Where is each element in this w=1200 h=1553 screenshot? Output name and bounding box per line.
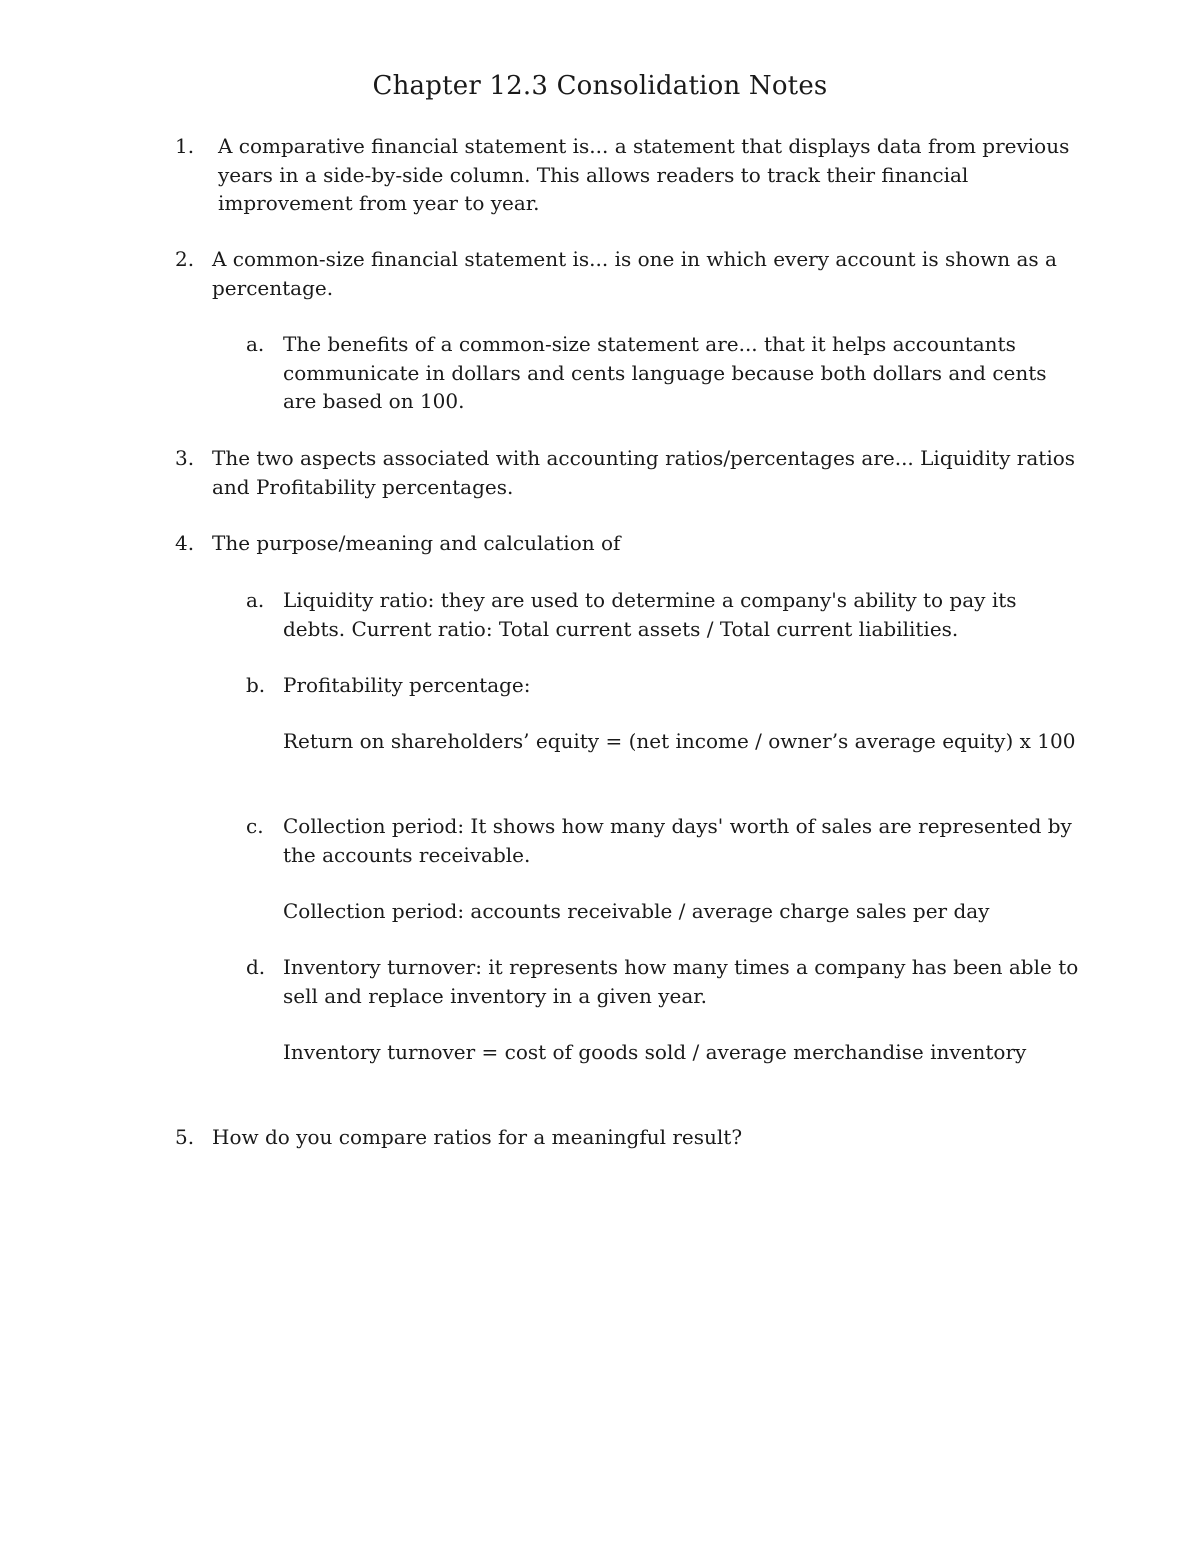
list-text: The two aspects associated with accounting ratios/percentages are... Liquidity ratios and Profitability percentages. bbox=[212, 446, 1076, 499]
list-text: The purpose/meaning and calculation of bbox=[212, 531, 621, 555]
page-title: Chapter 12.3 Consolidation Notes bbox=[372, 71, 828, 101]
sub-list-text: The benefits of a common-size statement are... that it helps accountants communicate in dollars and cents language because both dollars and cents are based on 100. bbox=[283, 332, 1047, 413]
sub-list-text: Liquidity ratio: they are used to determine a company's ability to pay its debts. Current ratio: Total current assets / Total current liabilities. bbox=[283, 588, 1017, 641]
sub-list-letter: a. bbox=[246, 332, 265, 356]
list-text: How do you compare ratios for a meaningful result? bbox=[212, 1125, 743, 1149]
sub-list-letter: c. bbox=[246, 814, 264, 838]
formula-text: Return on shareholders’ equity = (net income / owner’s average equity) x 100 bbox=[283, 729, 1076, 753]
sub-list-letter: b. bbox=[246, 673, 266, 697]
sub-list-text: Collection period: It shows how many days' worth of sales are represented by the accounts receivable. bbox=[283, 814, 1072, 867]
formula-text: Inventory turnover = cost of goods sold / average merchandise inventory bbox=[283, 1040, 1027, 1064]
list-text: A common-size financial statement is... is one in which every account is shown as a percentage. bbox=[212, 247, 1057, 300]
list-number: 2. bbox=[175, 247, 195, 271]
formula-text: Collection period: accounts receivable / average charge sales per day bbox=[283, 899, 990, 923]
list-number: 4. bbox=[175, 531, 195, 555]
list-number: 1. bbox=[175, 134, 195, 158]
list-text: A comparative financial statement is... a statement that displays data from previous years in a side-by-side column. This allows readers to track their financial improvement from year to year. bbox=[218, 134, 1070, 215]
sub-list-text: Profitability percentage: bbox=[283, 673, 531, 697]
list-number: 5. bbox=[175, 1125, 195, 1149]
sub-list-text: Inventory turnover: it represents how many times a company has been able to sell and replace inventory in a given year. bbox=[283, 955, 1079, 1008]
sub-list-letter: a. bbox=[246, 588, 265, 612]
sub-list-letter: d. bbox=[246, 955, 266, 979]
list-number: 3. bbox=[175, 446, 195, 470]
